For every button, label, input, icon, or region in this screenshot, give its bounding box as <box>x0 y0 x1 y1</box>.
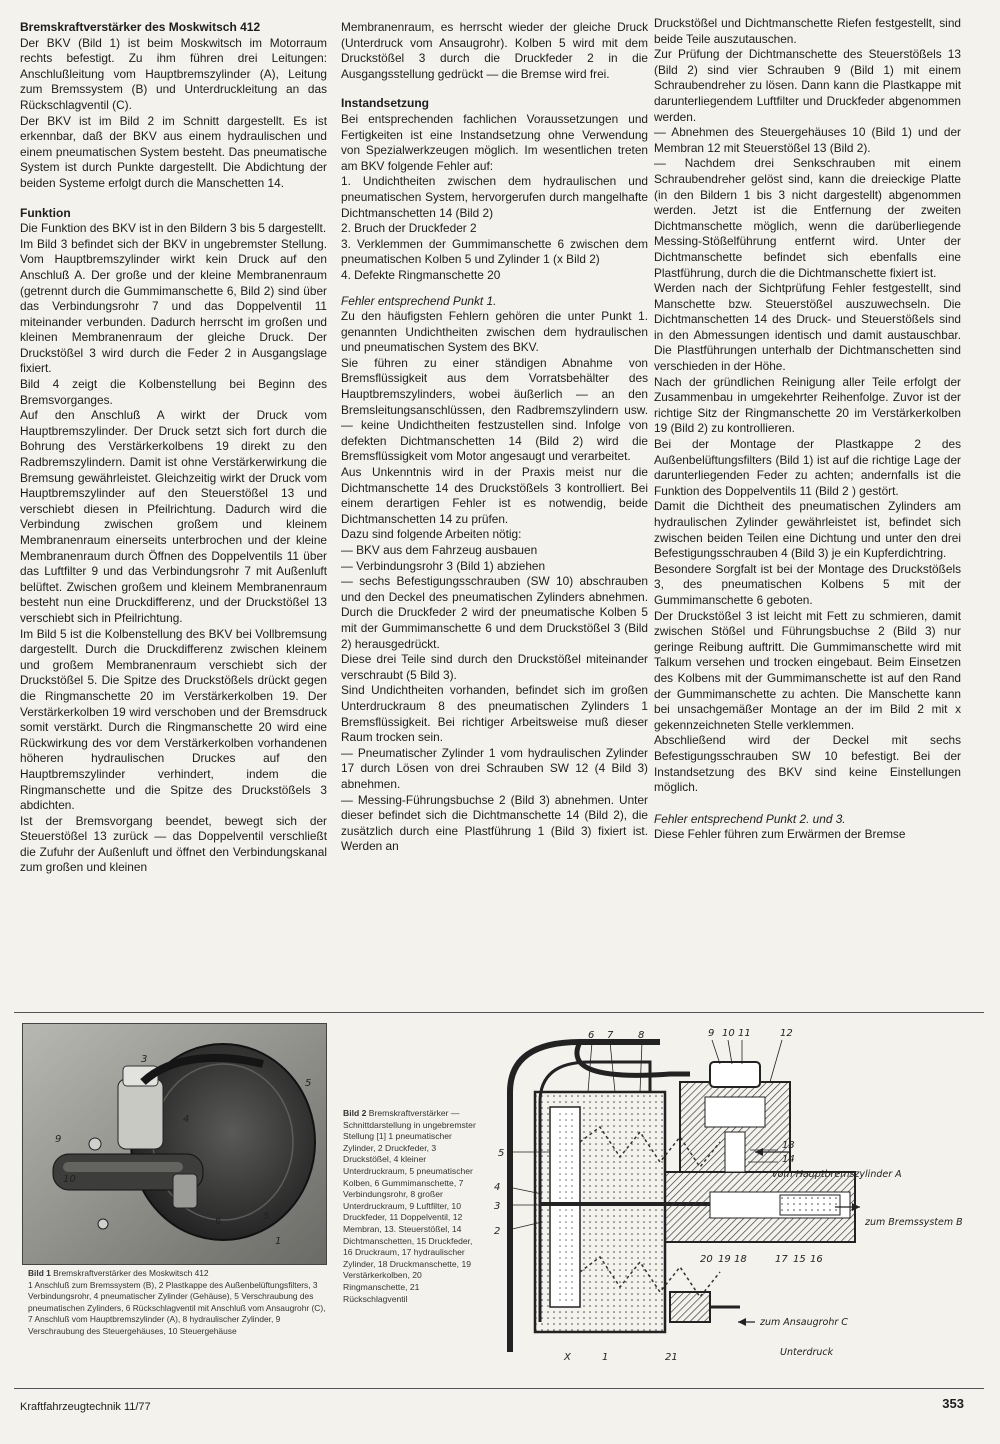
section-heading-instandsetzung: Instandsetzung <box>341 96 430 111</box>
paragraph: Zur Prüfung der Dichtmanschette des Steuerstößels 13 (Bild 2) sind vier Schrauben 9 (Bild 1) mit einem Schraubendreher zu lösen. Dann kann die Plastkappe mit darunterliegendem Luftfilter und Druckfeder abgenommen werden. <box>654 47 961 124</box>
figure-2-caption <box>343 1108 478 1305</box>
svg-text:10: 10 <box>63 1174 76 1185</box>
fig2-label-c: zum Ansaugrohr C <box>760 1317 848 1328</box>
svg-text:9: 9 <box>55 1134 62 1145</box>
list-item: — sechs Befestigungsschrauben (SW 10) abschrauben und den Deckel des pneumatischen Zylinders abnehmen. Durch die Druckfeder 2 wird der pneumatische Kolben 5 mit der Gummimanschette 6 und dem Druckstößel 3 (Bild 2) herausgedrückt. <box>341 574 648 651</box>
paragraph: Werden nach der Sichtprüfung Fehler festgestellt, sind Manschette bzw. Steuerstößel auszuwechseln. Die Dichtmanschetten 14 des Druck- und Steuerstößels sind in den Abmessungen identisch und damit austauschbar. Die Plastführungen unterhalb der Dichtmanschetten sind verschieden in der Höhe. <box>654 281 961 374</box>
list-item: 2. Bruch der Druckfeder 2 <box>341 221 477 236</box>
fig2-label: 7 <box>607 1030 614 1041</box>
booster-photo-illustration <box>23 1024 326 1264</box>
fig2-label: 5 <box>498 1148 505 1159</box>
column-2 <box>341 20 648 855</box>
paragraph: Bei der Montage der Plastkappe 2 des Außenbelüftungsfilters (Bild 1) ist auf die richtige Lage der darunterliegenden Feder zu achten; andernfalls ist die Funktion des Doppelventils 11 (Bild 2 ) gestört. <box>654 437 961 498</box>
fig2-label: X <box>564 1352 571 1363</box>
paragraph: Der BKV ist im Bild 2 im Schnitt dargestellt. Es ist erkennbar, daß der BKV aus einem hydraulischen und einem pneumatischen System besteht. Das pneumatische System ist durch Punkte dargestellt. Die Abdichtung der beiden Systeme erfolgt durch die Manschetten 14. <box>20 113 327 190</box>
booster-cross-section <box>480 1022 980 1367</box>
figure-1-caption-title: Bild 1 <box>28 1268 51 1278</box>
fig2-label: 1 <box>602 1352 609 1363</box>
fig2-label: 10 <box>722 1028 735 1039</box>
article-title: Bremskraftverstärker des Moskwitsch 412 <box>20 20 261 34</box>
subheading-punkt-1: Fehler entsprechend Punkt 1. <box>341 293 497 308</box>
paragraph: Im Bild 5 ist die Kolbenstellung des BKV bei Vollbremsung dargestellt. Durch die Druckdifferenz zwischen kleinem und großem Membranenraum verschiebt sich der Druckstößel 5. Die Spitze des Druckstößels drückt gegen die Ringmanschette 20 im Verstärkerkolben 19. Der Verstärkerkolben 19 wird verschoben und der Bremsdruck somit verstärkt. Durch die Ringmanschette 20 wird eine Rückwirkung des vor dem Verstärkerkolben vorhandenen höheren hydraulischen Druckes auf den Hauptbremszylinder verhindert, indem die Ringmanschette und die Spitze des Druckstößels 3 abdichten. <box>20 626 327 813</box>
column-1 <box>20 20 327 876</box>
list-item: — Verbindungsrohr 3 (Bild 1) abziehen <box>341 558 546 573</box>
paragraph: Diese Fehler führen zum Erwärmen der Bremse <box>654 827 906 842</box>
paragraph: Membranenraum, es herrscht wieder der gleiche Druck (Unterdruck vom Ansaugrohr). Kolben 5 wird mit dem Druckstößel 3 durch die Druckfeder 2 in die Ausgangsstellung gedrückt — die Bremse wird frei. <box>341 20 648 81</box>
figure-2-section-drawing <box>480 1022 980 1367</box>
page-number: 353 <box>942 1396 964 1411</box>
fig2-label: 19 <box>718 1254 731 1265</box>
fig2-label: 13 <box>782 1140 795 1151</box>
svg-text:4: 4 <box>183 1114 190 1125</box>
paragraph: Im Bild 3 befindet sich der BKV in ungebremster Stellung. Vom Hauptbremszylinder wirkt kein Druck auf den Anschluß A. Der große und der kleine Membranenraum (getrennt durch die Gummimanschette 6, Bild 2) sind über das Verbindungsrohr 7 und das Doppelventil 11 miteinander verbunden. Dadurch herrscht im großen und kleinen Membranenraum der gleiche Druck. Der Druckstößel 3 wird durch die Feder 2 in Ausgangslage fixiert. <box>20 236 327 376</box>
fig2-label-unterdruck: Unterdruck <box>780 1347 834 1358</box>
paragraph: Die Funktion des BKV ist in den Bildern 3 bis 5 dargestellt. <box>20 221 327 236</box>
section-divider <box>14 1012 984 1013</box>
fig2-label: 14 <box>782 1154 795 1165</box>
figure-2-caption-title: Bild 2 <box>343 1108 367 1118</box>
paragraph: Zu den häufigsten Fehlern gehören die unter Punkt 1. genannten Undichtheiten zwischen dem hydraulischen und pneumatischen System des BKV. <box>341 309 648 355</box>
list-item: — Messing-Führungsbuchse 2 (Bild 3) abnehmen. Unter dieser befindet sich die Dichtmanschette 14 (Bild 2), die zusätzlich durch eine Plastführung 1 (Bild 3) fixiert ist. Werden an <box>341 792 648 854</box>
fig2-label: 6 <box>588 1030 595 1041</box>
fig2-label: 21 <box>665 1352 678 1363</box>
list-item: — Nachdem drei Senkschrauben mit einem Schraubendreher gelöst sind, kann die dreieckige Platte (in den Bildern 1 bis 3 nicht dargestellt) abgenommen werden. Jetzt ist die Entfernung der zweiten Dichtmanschette möglich, wenn die darüberliegende Messing-Stößelführung entfernt wird. Unter der Dichtmanschette befindet sich ebenfalls eine Plastführung, durch die die Dichtmanschette fixiert ist. <box>654 156 961 280</box>
svg-text:5: 5 <box>305 1078 312 1089</box>
fig2-label: 9 <box>708 1028 715 1039</box>
paragraph: Diese drei Teile sind durch den Druckstößel miteinander verschraubt (5 Bild 3). <box>341 652 648 682</box>
list-item: 3. Verklemmen der Gummimanschette 6 zwischen dem pneumatischen Kolben 5 und Zylinder 1 (x Bild 2) <box>341 236 648 267</box>
paragraph: Dazu sind folgende Arbeiten nötig: <box>341 527 522 542</box>
figure-1-caption <box>28 1268 328 1337</box>
svg-text:3: 3 <box>141 1054 148 1065</box>
list-item: — BKV aus dem Fahrzeug ausbauen <box>341 543 538 557</box>
paragraph: Der BKV (Bild 1) ist beim Moskwitsch im Motorraum rechts befestigt. Zu ihm führen drei Leitungen: Anschlußleitung vom Hauptbremszylinder (A), Leitung zum Bremssystem (B) und Unterdruckleitung an das Rückschlagventil (C). <box>20 35 327 112</box>
fig2-label-b: zum Bremssystem B <box>865 1217 963 1228</box>
fig2-label: 16 <box>810 1254 823 1265</box>
paragraph: Druckstößel und Dichtmanschette Riefen festgestellt, sind beide Teile auszutauschen. <box>654 16 961 46</box>
fig2-label: 8 <box>638 1030 645 1041</box>
journal-name: Kraftfahrzeugtechnik 11/77 <box>20 1401 151 1413</box>
paragraph: Damit die Dichtheit des pneumatischen Zylinders am hydraulischen Zylinder gewährleistet ist, befindet sich zwischen beiden Teilen eine Dichtung und unter den drei Befestigungsschrauben 4 (Bild 3) je ein Kupferdichtring. <box>654 499 961 561</box>
paragraph: Besondere Sorgfalt ist bei der Montage des Druckstößels 3, des pneumatischen Kolbens 5 mit der Gummimanschette 6 geboten. <box>654 561 961 607</box>
figure-1-caption-text: Bremskraftverstärker des Moskwitsch 412 <box>53 1268 209 1278</box>
subheading-punkt-2-3: Fehler entsprechend Punkt 2. und 3. <box>654 811 846 826</box>
paragraph: Sind Undichtheiten vorhanden, befindet sich im großen Unterdruckraum 8 des pneumatischen Zylinders 1 Bremsflüssigkeit. Bei richtiger Arbeitsweise muß dieser Raum trocken sein. <box>341 683 648 745</box>
paragraph: Bild 4 zeigt die Kolbenstellung bei Beginn des Bremsvorganges. <box>20 377 327 407</box>
fig2-label: 11 <box>738 1028 751 1039</box>
paragraph: Aus Unkenntnis wird in der Praxis meist nur die Dichtmanschette 14 des Druckstößels 3 kontrolliert. Bei einem derartigen Fehler ist es notwendig, beide Dichtmanschetten 14 zu prüfen. <box>341 465 648 526</box>
figure-2-caption-body: Bremskraftverstärker — Schnittdarstellung in ungebremster Stellung [1] 1 pneumatischer Zylinder, 2 Druckfeder, 3 Druckstößel, 4 kleiner Unterdruckraum, 5 pneumatischer Kolben, 6 Gummimanschette, 7 Verbindungsrohr, 8 großer Unterdruckraum, 9 Luftfilter, 10 Druckfeder, 11 Doppelventil, 12 Membran, 13. Steuerstößel, 14 Dichtmanschetten, 15 Druckfeder, 16 Druckraum, 17 hydraulischer Zylinder, 18 Druckmanschette, 19 Verstärkerkolben, 20 Ringmanschette, 21 Rückschlagventil <box>343 1108 476 1304</box>
fig2-label: 2 <box>494 1226 501 1237</box>
figure-1-caption-body: 1 Anschluß zum Bremssystem (B), 2 Plastkappe des Außenbelüftungsfilters, 3 Verbindungsrohr, 4 pneumatischer Zylinder (Gehäuse), 5 Verschraubung des pneumatischen Zylinders, 6 Rückschlagventil mit Anschluß vom Ansaugrohr (C), 7 Anschluß vom Hauptbremszylinder (A), 8 hydraulischer Zylinder, 9 Verschraubung des Steuergehäuses, 10 Steuergehäuse <box>28 1279 326 1336</box>
fig2-label-a: vom Hauptbremszylinder A <box>772 1169 902 1180</box>
list-item: 1. Undichtheiten zwischen dem hydraulischen und pneumatischen System, hervorgerufen durch mangelhafte Dichtmanschetten 14 (Bild 2) <box>341 174 648 220</box>
paragraph: Bei entsprechenden fachlichen Voraussetzungen und Fertigkeiten ist eine Instandsetzung ohne Verwendung von Spezialwerkzeugen möglich. Im wesentlichen treten am BKV folgende Fehler auf: <box>341 111 648 173</box>
svg-text:5: 5 <box>263 1211 270 1222</box>
fig2-label: 20 <box>700 1254 713 1265</box>
paragraph: Nach der gründlichen Reinigung aller Teile erfolgt der Zusammenbau in umgekehrter Reihenfolge. Zuvor ist der richtige Sitz der Ringmanschette 20 im Verstärkerkolben 19 (Bild 2) zu kontrollieren. <box>654 374 961 436</box>
fig2-label: 17 <box>775 1254 788 1265</box>
fig2-label: 15 <box>793 1254 806 1265</box>
fig2-label: 4 <box>494 1182 501 1193</box>
list-item: — Pneumatischer Zylinder 1 vom hydraulischen Zylinder 17 durch Lösen von drei Schrauben SW 12 (4 Bild 3) abnehmen. <box>341 745 648 791</box>
fig2-label: 12 <box>780 1028 793 1039</box>
footer-divider <box>14 1388 984 1389</box>
svg-text:6: 6 <box>215 1216 222 1227</box>
paragraph: Auf den Anschluß A wirkt der Druck vom Hauptbremszylinder. Der Druck setzt sich fort durch die Bohrung des Verstärkerkolbens 19 direkt zu den Radbremszylindern. Damit ist ohne Verstärkerwirkung die Bremsung gewährleistet. Gleichzeitig wirkt der Druck vom Hauptbremszylinder auf den Steuerstößel 13 und verschiebt diesen in Pfeilrichtung. Dadurch wird die Verbindung zwischen großem und kleinem Membranenraum einerseits unterbrochen und der kleine Membranenraum durch Öffnen des Doppelventils 11 über das Luftfilter 9 und das Verbindungsrohr 7 mit Außenluft belüftet. Zwischen großem und kleinem Membranenraum besteht nun eine Druckdifferenz, und der Druckstößel 13 verschiebt sich in Pfeilrichtung. <box>20 408 327 625</box>
paragraph: Sie führen zu einer ständigen Abnahme von Bremsflüssigkeit aus dem Vorratsbehälter des Hauptbremszylinders, wobei äußerlich — an den Bremsleitungsanschlüssen, den Radbremszylindern usw. — keine Undichtheiten festzustellen sind. Infolge von defekten Dichtmanschetten 14 (Bild 2) wird die Bremsflüssigkeit vom Motor angesaugt und verarbeitet. <box>341 355 648 464</box>
section-heading-funktion: Funktion <box>20 205 71 220</box>
paragraph: Der Druckstößel 3 ist leicht mit Fett zu schmieren, damit zwischen Stößel und Führungsbuchse 2 (Bild 3) nur geringe Reibung auftritt. Die Gummimanschette wird mit Talkum versehen und trocken eingebaut. Beim Einsetzen des Kolbens mit der Gummimanschette ist auf den Rand der Gummimanschette zu achten. Die Manschette kann bei unsachgemäßer Montage an der im Bild 2 mit x gekennzeichneten Stelle verklemmen. <box>654 608 961 732</box>
paragraph: Ist der Bremsvorgang beendet, bewegt sich der Steuerstößel 13 zurück — das Doppelventil verschließt die Zufuhr der Außenluft und öffnet den Verbindungskanal zum großen und kleinen <box>20 813 327 875</box>
fig2-label: 18 <box>734 1254 747 1265</box>
figure-1-photo <box>22 1023 327 1265</box>
list-item: — Abnehmen des Steuergehäuses 10 (Bild 1) und der Membran 12 mit Steuerstößel 13 (Bild 2). <box>654 125 961 155</box>
paragraph: Abschließend wird der Deckel mit sechs Befestigungsschrauben SW 10 befestigt. Bei der Instandsetzung des BKV sind keine Einstellungen möglich. <box>654 733 961 795</box>
list-item: 4. Defekte Ringmanschette 20 <box>341 267 501 282</box>
svg-text:1: 1 <box>275 1236 282 1247</box>
fig2-label: 3 <box>494 1201 501 1212</box>
column-3 <box>654 16 961 843</box>
